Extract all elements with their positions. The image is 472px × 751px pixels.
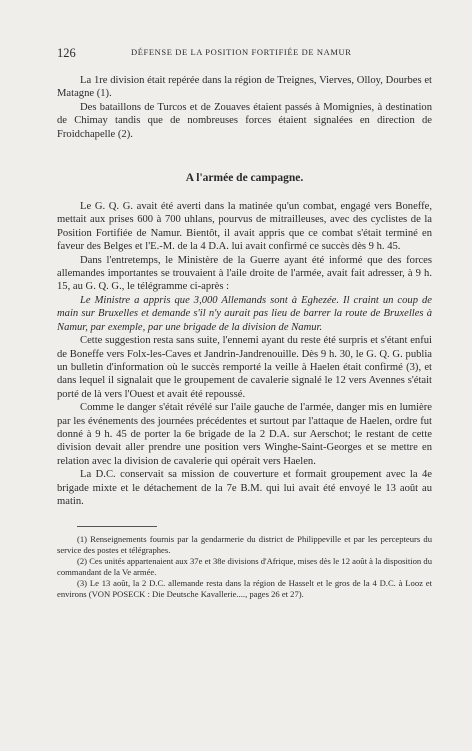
footnote-separator [77,526,157,527]
paragraph: Dans l'entretemps, le Ministère de la Guerre ayant été informé que des forces allemandes importantes se trouvaient à l'aile droite de l'armée, avait fait adresser, à 9 h. 15, au G. Q. G., le télégramme ci-après : [57,254,432,293]
footnote: (3) Le 13 août, la 2 D.C. allemande resta dans la région de Hasselt et le gros de la 4 D.C. à Looz et environs (VON POSECK : Die Deutsche Kavallerie...., pages 26 et 27). [57,578,432,600]
section-heading: A l'armée de campagne. [185,172,304,185]
footnotes [57,534,432,600]
page-header [57,46,432,60]
page-body [57,74,432,600]
paragraph: Le G. Q. G. avait été averti dans la matinée qu'un combat, engagé vers Boneffe, mettait aux prises 600 à 700 uhlans, pourvus de mitrailleuses, avec des cyclistes de la Position Fortifiée de Namur. Bientôt, il avait appris que ce combat s'était terminé en faveur des Belges et l'E.-M. de la 4 D.A. lui avait confirmé ce succès dès 9 h. 45. [57,201,432,253]
paragraph: Des bataillons de Turcos et de Zouaves étaient passés à Momignies, à destination de Chimay tandis que de nombreuses forces étaient signalées en direction de Froidchapelle (2). [57,101,432,140]
telegram-quote: Le Ministre a appris que 3,000 Allemands sont à Eghezée. Il craint un coup de main sur Bruxelles et demande s'il n'y aurait pas lieu de barrer la route de Bruxelles à Namur, par exemple, par une brigade de la division de Namur. [57,294,432,333]
footnote: (1) Renseignements fournis par la gendarmerie du district de Philippeville et par les percepteurs du service des postes et télégraphes. [57,534,432,556]
paragraph: Cette suggestion resta sans suite, l'ennemi ayant du reste été surpris et s'étant enfui de Boneffe vers Folx-les-Caves et Jandrin-Jandrenouille. Dès 9 h. 30, le G. Q. G. publia un bulletin d'information où le succès remporté la veille à Haelen était confirmé (3), et dans lequel il signalait que le groupement de cavalerie signalé le 12 vers Avennes s'était porté de là vers l'Ouest et avait été repoussé. [57,335,432,400]
footnote: (2) Ces unités appartenaient aux 37e et 38e divisions d'Afrique, mises dès le 12 août à la disposition du commandant de la Ve armée. [57,556,432,578]
page-number: 126 [57,46,76,60]
paragraph: La D.C. conservait sa mission de couverture et formait groupement avec la 4e brigade mixte et le détachement de la 7e B.M. qui lui avait été envoyé le 13 août au matin. [57,469,432,507]
paragraph: La 1re division était repérée dans la région de Treignes, Vierves, Olloy, Dourbes et Matagne (1). [57,75,432,100]
running-title: DÉFENSE DE LA POSITION FORTIFIÉE DE NAMUR [131,47,352,57]
paragraph: Comme le danger s'était révélé sur l'aile gauche de l'armée, danger mis en lumière par les événements des journées précédentes et surtout par l'attaque de Haelen, ordre fut donné à 9 h. 45 de porter la 6e brigade de la 2 D.A. sur Aerschot; le restant de cette division devait aller prendre une position vers Winghe-Saint-Georges et se mettre en relation avec la division de cavalerie qui opérait vers Haelen. [57,402,432,467]
